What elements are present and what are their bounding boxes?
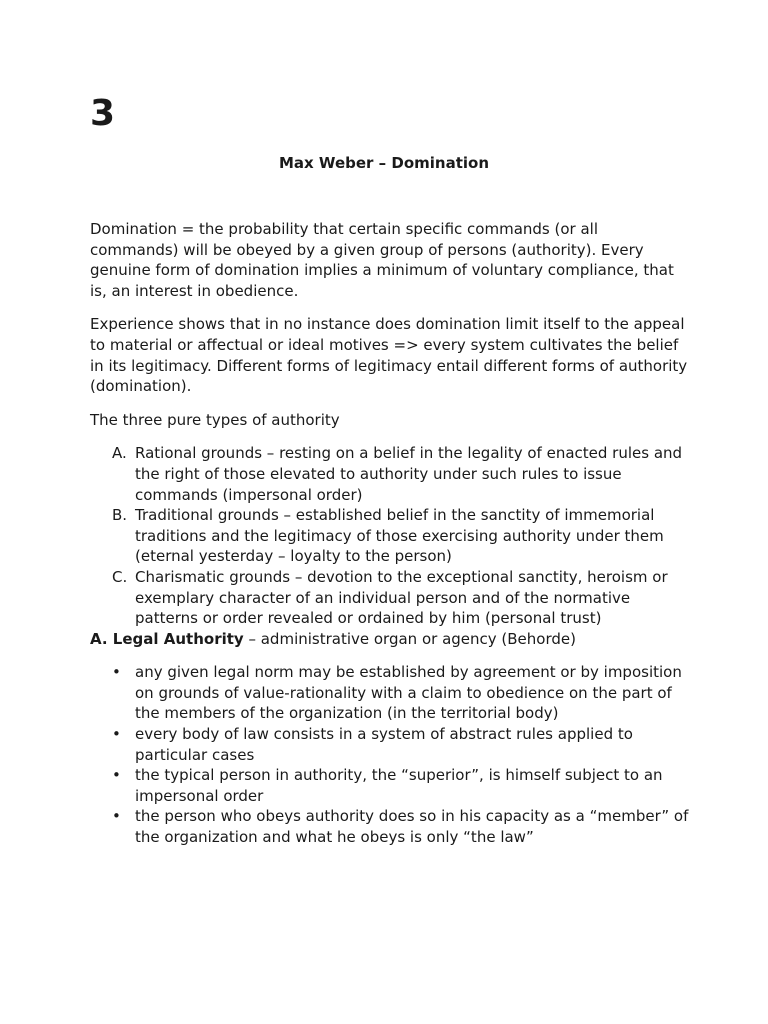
paragraph-legitimacy: Experience shows that in no instance does domination limit itself to the appeal to material or affectual or ideal motives => every system cultivates the belief in its legitimacy. Different forms of legitimacy entail different forms of authority (domination).	[90, 315, 688, 396]
legal-authority-bullets	[90, 662, 690, 847]
list-item	[90, 724, 690, 765]
list-item-text: Rational grounds – resting on a belief in the legality of enacted rules and the right of those elevated to authority under such rules to issue commands (impersonal order)	[135, 444, 683, 504]
authority-types-list	[90, 443, 690, 628]
bullet-icon: •	[112, 725, 121, 744]
list-item-text: every body of law consists in a system of abstract rules applied to particular cases	[135, 725, 633, 764]
list-item-text: any given legal norm may be established by agreement or by imposition on grounds of value-rationality with a claim to obedience on the part of the members of the organization (in the territorial body)	[135, 663, 682, 723]
list-item-text: Charismatic grounds – devotion to the exceptional sanctity, heroism or exemplary character of an individual person and of the normative patterns or order revealed or ordained by him (personal trust)	[135, 567, 668, 628]
page-number: 3	[90, 93, 116, 134]
document-title: Max Weber – Domination	[278, 154, 489, 172]
list-item-text: the typical person in authority, the “superior”, is himself subject to an impersonal order	[135, 766, 663, 805]
bullet-icon: •	[112, 807, 121, 826]
list-marker: B.	[112, 506, 128, 525]
section-heading-legal-authority	[90, 629, 690, 650]
section-heading-description: – administrative organ or agency (Behorde)	[243, 629, 576, 648]
list-item	[90, 765, 690, 806]
list-marker: A.	[112, 444, 127, 463]
list-marker: C.	[112, 567, 128, 586]
paragraph-three-types-intro: The three pure types of authority	[90, 410, 340, 429]
paragraph-domination-definition: Domination = the probability that certain specific commands (or all commands) will be obeyed by a given group of persons (authority). Every genuine form of domination implies a minimum of voluntary compliance, that is, an interest in obedience.	[90, 220, 674, 300]
list-item	[90, 505, 690, 567]
section-heading-title: A. Legal Authority	[90, 629, 244, 648]
list-item	[90, 567, 690, 629]
list-item-text: Traditional grounds – established belief in the sanctity of immemorial traditions and the legitimacy of those exercising authority under them (eternal yesterday – loyalty to the person)	[135, 506, 664, 566]
bullet-icon: •	[112, 663, 121, 682]
list-item-text: the person who obeys authority does so in his capacity as a “member” of the organization and what he obeys is only “the law”	[135, 807, 689, 847]
list-item	[90, 443, 690, 505]
list-item	[90, 662, 690, 724]
bullet-icon: •	[112, 766, 121, 785]
document-body	[90, 219, 690, 848]
list-item	[90, 806, 690, 847]
